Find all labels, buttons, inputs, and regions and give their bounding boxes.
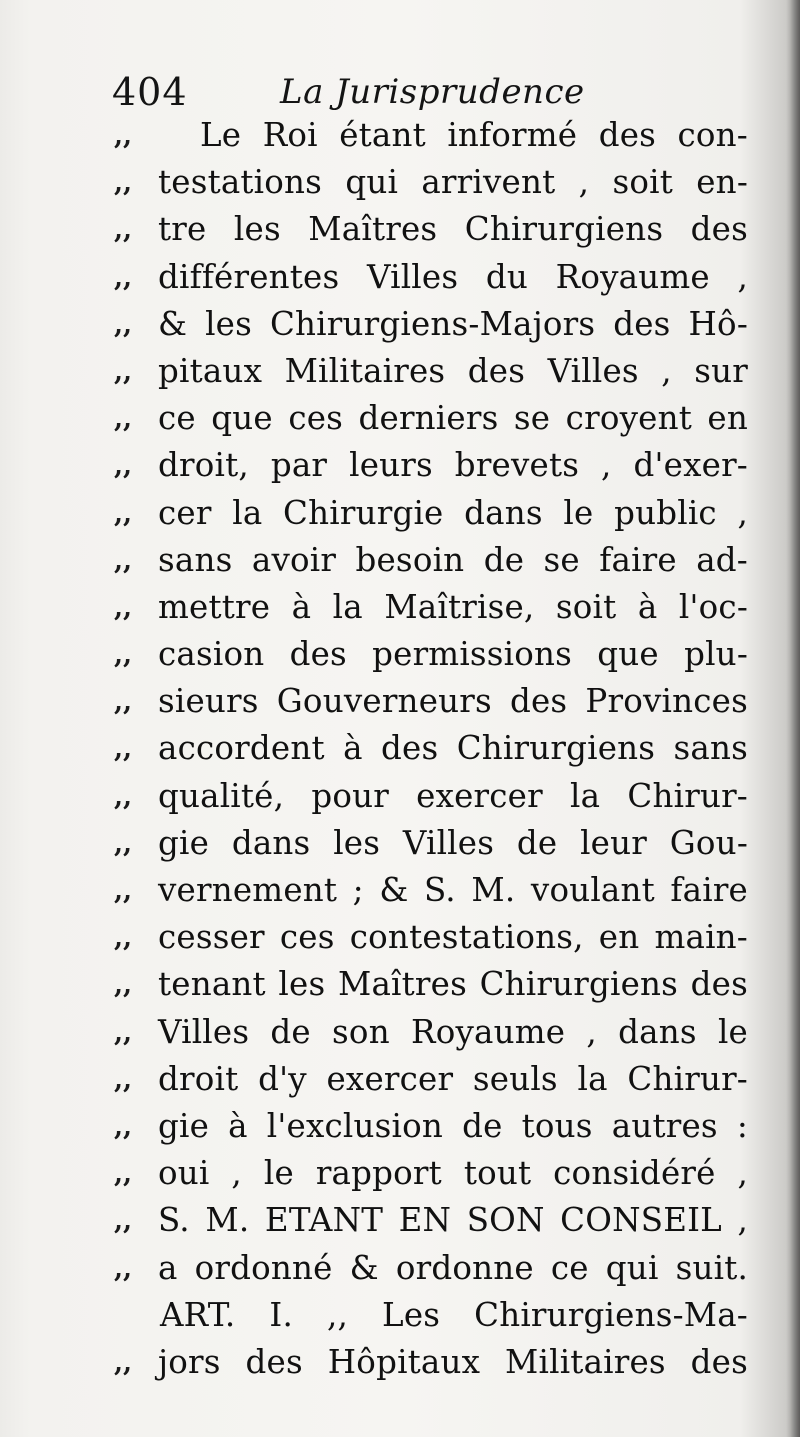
line-text: jors des Hôpitaux Militaires des bbox=[158, 1342, 748, 1381]
quote-mark: ,, bbox=[114, 640, 133, 671]
quote-mark: ,, bbox=[114, 781, 133, 812]
text-line bbox=[0, 112, 800, 159]
line-text: casion des permissions que plu- bbox=[158, 635, 748, 674]
quote-mark: ,, bbox=[114, 1253, 133, 1284]
text-line bbox=[0, 961, 800, 1008]
page-header bbox=[108, 66, 748, 118]
line-text: ART. I. ,, Les Chirurgiens-Ma- bbox=[160, 1295, 748, 1334]
line-text: qualité, pour exercer la Chirur- bbox=[158, 776, 748, 815]
line-text: sieurs Gouverneurs des Provinces bbox=[158, 682, 748, 721]
quote-mark: ,, bbox=[114, 1159, 133, 1190]
quote-mark: ,, bbox=[114, 356, 133, 387]
body-text bbox=[0, 112, 800, 1386]
text-line bbox=[0, 395, 800, 442]
quote-mark: ,, bbox=[114, 168, 133, 199]
text-line bbox=[0, 301, 800, 348]
text-line bbox=[0, 206, 800, 253]
line-text: ce que ces derniers se croyent en bbox=[158, 399, 748, 438]
page-number: 404 bbox=[112, 70, 188, 114]
text-line bbox=[0, 631, 800, 678]
quote-mark: ,, bbox=[114, 545, 133, 576]
line-text: tre les Maîtres Chirurgiens des bbox=[158, 210, 748, 249]
line-text: a ordonné & ordonne ce qui suit. bbox=[158, 1248, 748, 1287]
line-text: sans avoir besoin de se faire ad- bbox=[158, 540, 748, 579]
text-line bbox=[0, 1150, 800, 1197]
text-line bbox=[0, 442, 800, 489]
text-line bbox=[0, 584, 800, 631]
page-edge-shadow bbox=[786, 0, 800, 1437]
line-text: Le Roi étant informé des con- bbox=[200, 116, 748, 154]
line-text: gie à l'exclusion de tous autres : bbox=[158, 1106, 748, 1145]
line-text: S. M. ETANT EN SON CONSEIL , bbox=[158, 1201, 748, 1240]
quote-mark: ,, bbox=[114, 1017, 133, 1048]
line-text: mettre à la Maîtrise, soit à l'oc- bbox=[158, 587, 748, 626]
quote-mark: ,, bbox=[114, 451, 133, 482]
text-line bbox=[0, 348, 800, 395]
text-line bbox=[0, 1103, 800, 1150]
text-line bbox=[0, 1197, 800, 1244]
text-line bbox=[0, 159, 800, 206]
text-line bbox=[0, 1245, 800, 1292]
line-text: accordent à des Chirurgiens sans bbox=[158, 729, 748, 768]
line-text: cer la Chirurgie dans le public , bbox=[158, 493, 748, 532]
quote-mark: ,, bbox=[114, 498, 133, 529]
text-line bbox=[0, 773, 800, 820]
running-title: La Jurisprudence bbox=[280, 72, 585, 112]
quote-mark: ,, bbox=[114, 876, 133, 906]
quote-mark: ,, bbox=[114, 970, 133, 1001]
line-text: différentes Villes du Royaume , bbox=[158, 257, 748, 296]
text-line bbox=[0, 820, 800, 867]
line-text: vernement ; & S. M. voulant faire bbox=[158, 871, 748, 909]
text-line bbox=[0, 1009, 800, 1056]
text-line bbox=[0, 867, 800, 914]
line-text: testations qui arrivent , soit en- bbox=[158, 163, 748, 202]
line-text: droit d'y exercer seuls la Chirur- bbox=[158, 1059, 748, 1098]
text-line bbox=[0, 254, 800, 301]
quote-mark: ,, bbox=[114, 309, 133, 340]
quote-mark: ,, bbox=[114, 121, 133, 151]
quote-mark: ,, bbox=[114, 592, 133, 623]
line-text: oui , le rapport tout considéré , bbox=[158, 1154, 748, 1193]
line-text: cesser ces contestations, en main- bbox=[158, 918, 748, 957]
line-text: tenant les Maîtres Chirurgiens des bbox=[158, 965, 748, 1004]
quote-mark: ,, bbox=[114, 1347, 133, 1378]
text-line bbox=[0, 490, 800, 537]
text-line bbox=[0, 725, 800, 772]
text-line bbox=[0, 537, 800, 584]
line-text: & les Chirurgiens-Majors des Hô- bbox=[158, 304, 748, 343]
text-line bbox=[0, 1292, 800, 1339]
quote-mark: ,, bbox=[114, 687, 133, 718]
quote-mark: ,, bbox=[114, 1206, 133, 1237]
line-text: Villes de son Royaume , dans le bbox=[158, 1012, 748, 1051]
text-line bbox=[0, 914, 800, 961]
line-text: droit, par leurs brevets , d'exer- bbox=[158, 446, 748, 485]
line-text: pitaux Militaires des Villes , sur bbox=[158, 351, 748, 390]
quote-mark: ,, bbox=[114, 828, 133, 859]
quote-mark: ,, bbox=[114, 1111, 133, 1142]
quote-mark: ,, bbox=[114, 215, 133, 246]
quote-mark: ,, bbox=[114, 1064, 133, 1095]
quote-mark: ,, bbox=[114, 734, 133, 765]
quote-mark: ,, bbox=[114, 262, 133, 293]
text-line bbox=[0, 1056, 800, 1103]
text-line bbox=[0, 1339, 800, 1386]
text-line bbox=[0, 678, 800, 725]
quote-mark: ,, bbox=[114, 404, 133, 435]
line-text: gie dans les Villes de leur Gou- bbox=[158, 823, 748, 862]
quote-mark: ,, bbox=[114, 923, 133, 954]
